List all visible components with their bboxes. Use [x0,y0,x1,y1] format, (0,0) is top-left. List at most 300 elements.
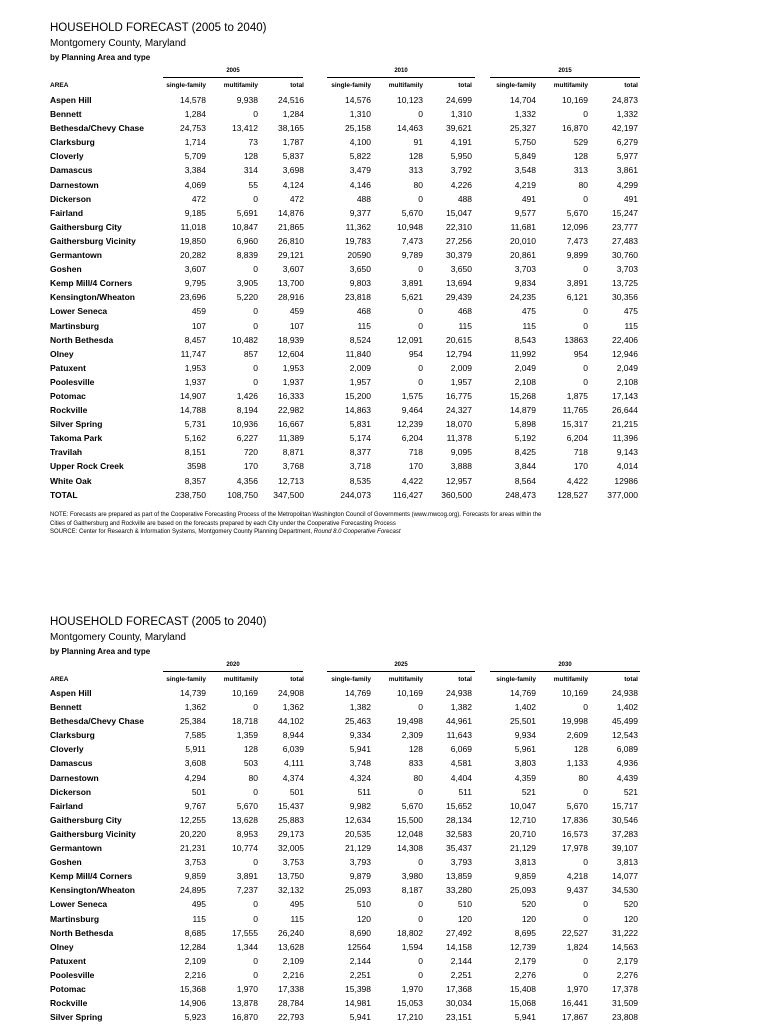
single-family-cell: 3,753 [184,857,206,868]
year-label: 2010 [394,68,408,74]
multifamily-cell: 0 [253,109,258,120]
total-cell: 30,546 [612,814,638,825]
total-cell: 120 [623,913,638,924]
area-name: Lower Seneca [50,306,108,317]
total-cell: 17,338 [278,983,304,994]
table-caption: by Planning Area and type [50,647,151,656]
multifamily-cell: 13,412 [232,123,258,134]
total-cell: 31,509 [612,998,638,1009]
multifamily-cell: 3,891 [566,278,588,289]
single-family-cell: 9,859 [514,871,536,882]
table-row [0,417,768,431]
multifamily-cell: 3,891 [236,871,258,882]
single-family-cell: 2,108 [514,376,536,387]
multifamily-cell: 19,998 [562,716,588,727]
table-row [0,1010,768,1024]
single-family-cell: 8,151 [184,447,206,458]
multifamily-cell: 1,575 [401,390,423,401]
total-cell: 11,396 [612,433,638,444]
total-cell: 14,077 [612,871,638,882]
area-name: Damascus [50,165,93,176]
area-name: Takoma Park [50,433,103,444]
single-family-cell: 9,334 [349,730,371,741]
multifamily-cell: 0 [253,193,258,204]
single-family-cell: 1,957 [349,376,371,387]
total-cell: 6,039 [282,744,304,755]
total-cell: 15,047 [446,207,472,218]
multifamily-cell: 17,867 [562,1012,588,1023]
single-family-cell: 14,788 [180,405,206,416]
area-name: Martinsburg [50,320,100,331]
total-cell: 24,873 [612,95,638,105]
total-cell: 17,368 [446,983,472,994]
total-cell: 521 [623,786,638,797]
table-row [0,714,768,728]
multifamily-cell: 0 [583,376,588,387]
table-row [0,883,768,897]
total-cell: 13,750 [278,871,304,882]
total-cell: 4,191 [450,137,472,148]
total-cell: 15,652 [446,800,472,811]
single-family-cell: 2,251 [349,969,371,980]
single-family-cell: 23,696 [180,292,206,303]
multifamily-cell: 0 [253,376,258,387]
total-cell: 2,251 [450,969,472,980]
single-family-cell: 19,783 [345,235,371,246]
total-cell: 14,563 [612,941,638,952]
total-cell: 21,215 [612,419,638,430]
single-family-cell: 3,607 [184,264,206,275]
table-row [0,799,768,813]
multifamily-cell: 0 [583,955,588,966]
single-family-cell: 5,822 [349,151,371,162]
total-cell: 1,402 [616,702,638,713]
total-cell: 37,283 [612,828,638,839]
area-name: Bethesda/Chevy Chase [50,123,145,134]
multifamily-cell: 313 [573,165,588,176]
multifamily-cell: 0 [418,320,423,331]
total-cell: 32,132 [278,885,304,896]
total-cell: 28,784 [278,998,304,1009]
table-row [0,234,768,248]
total-cell: 30,379 [446,250,472,261]
single-family-cell: 24,235 [510,292,536,303]
single-family-cell: 20,282 [180,250,206,261]
area-name: Rockville [50,405,88,416]
total-cell: 29,439 [446,292,472,303]
single-family-cell: 14,907 [180,390,206,401]
year-rule [327,671,475,672]
single-family-cell: 14,739 [180,688,206,698]
single-family-cell: 495 [191,899,206,910]
area-name: Bethesda/Chevy Chase [50,716,145,727]
multifamily-cell: 7,473 [401,235,423,246]
total-cell: 4,581 [450,758,472,769]
data-table [0,93,768,502]
table-row [0,149,768,163]
multifamily-cell: 80 [413,772,423,783]
multifamily-cell: 170 [408,461,423,472]
multifamily-cell: 13,628 [232,814,258,825]
single-family-cell: 5,941 [349,1012,371,1023]
total-cell: 29,121 [278,250,304,261]
multifamily-cell: 13,878 [232,998,258,1009]
single-family-cell: 9,577 [514,207,536,218]
total-cell: 13,725 [612,278,638,289]
total-cell: 32,005 [278,843,304,854]
multifamily-cell: 0 [418,955,423,966]
single-family-cell: 15,408 [510,983,536,994]
area-name: Poolesville [50,376,95,387]
col-header: multifamily [388,82,423,89]
single-family-cell: 14,769 [345,688,371,698]
total-cell: 2,276 [616,969,638,980]
multifamily-cell: 10,936 [232,419,258,430]
multifamily-cell: 0 [418,969,423,980]
multifamily-cell: 718 [573,447,588,458]
multifamily-cell: 15,053 [397,998,423,1009]
single-family-cell: 25,093 [345,885,371,896]
total-cell: 28,134 [446,814,472,825]
multifamily-cell: 0 [418,702,423,713]
year-rule [490,77,640,78]
total-cell: 468 [457,306,472,317]
multifamily-cell: 0 [418,109,423,120]
total-cell: 24,327 [446,405,472,416]
total-cell: 24,938 [612,688,638,698]
total-cell: 13,694 [446,278,472,289]
single-family-cell: 4,219 [514,179,536,190]
single-family-cell: 3,793 [349,857,371,868]
multifamily-cell: 5,691 [236,207,258,218]
total-cell: 4,374 [282,772,304,783]
area-name: Aspen Hill [50,688,92,698]
single-family-cell: 5,831 [349,419,371,430]
table-row [0,700,768,714]
single-family-cell: 3,844 [514,461,536,472]
year-label: 2030 [558,662,572,668]
multifamily-cell: 12,048 [397,828,423,839]
area-name: Clarksburg [50,730,95,741]
multifamily-cell: 108,750 [227,489,258,500]
table-row [0,319,768,333]
multifamily-cell: 9,464 [401,405,423,416]
area-header: AREA [50,82,69,89]
multifamily-cell: 14,308 [397,843,423,854]
multifamily-cell: 73 [248,137,258,148]
single-family-cell: 12,255 [180,814,206,825]
total-cell: 1,362 [282,702,304,713]
single-family-cell: 9,982 [349,800,371,811]
multifamily-cell: 4,422 [401,475,423,486]
single-family-cell: 115 [192,913,206,924]
multifamily-cell: 0 [418,362,423,373]
single-family-cell: 20590 [347,250,371,261]
single-family-cell: 2,144 [349,955,371,966]
multifamily-cell: 3,980 [401,871,423,882]
multifamily-cell: 8,187 [401,885,423,896]
total-cell: 377,000 [607,489,638,500]
multifamily-cell: 5,670 [401,207,423,218]
single-family-cell: 2,179 [514,955,536,966]
area-name: Cloverly [50,151,84,162]
single-family-cell: 472 [191,193,206,204]
total-cell: 12,957 [446,475,472,486]
total-cell: 2,009 [450,362,472,373]
multifamily-cell: 11,765 [562,405,588,416]
multifamily-cell: 128 [243,744,258,755]
multifamily-cell: 0 [418,786,423,797]
table-row [0,93,768,107]
col-header: multifamily [553,676,588,683]
area-name: North Bethesda [50,927,114,938]
single-family-cell: 14,906 [180,998,206,1009]
single-family-cell: 3,718 [349,461,371,472]
area-name: Poolesville [50,969,95,980]
area-name: Gaithersburg City [50,814,122,825]
multifamily-cell: 18,802 [397,927,423,938]
total-cell: 6,089 [616,744,638,755]
multifamily-cell: 503 [243,758,258,769]
total-cell: 31,222 [612,927,638,938]
total-cell: 29,173 [278,828,304,839]
area-name: Darnestown [50,179,99,190]
table-row [0,389,768,403]
table-row [0,869,768,883]
total-cell: 1,937 [282,376,304,387]
table-row [0,926,768,940]
multifamily-cell: 1,426 [236,390,258,401]
total-cell: 3,888 [450,461,472,472]
area-name: Potomac [50,390,86,401]
single-family-cell: 3,813 [514,857,536,868]
col-header: single-family [331,82,371,89]
single-family-cell: 1,382 [349,702,371,713]
total-cell: 4,439 [616,772,638,783]
multifamily-cell: 1,594 [401,941,423,952]
total-cell: 5,977 [616,151,638,162]
table-row [0,940,768,954]
area-name: Fairland [50,207,84,218]
multifamily-cell: 12,239 [397,419,423,430]
total-cell: 28,916 [278,292,304,303]
total-cell: 511 [458,786,472,797]
total-cell: 16,333 [278,390,304,401]
source-line [50,528,730,537]
total-cell: 35,437 [446,843,472,854]
single-family-cell: 3,650 [349,264,371,275]
single-family-cell: 2,049 [514,362,536,373]
multifamily-cell: 1,970 [236,983,258,994]
single-family-cell: 5,849 [514,151,536,162]
total-cell: 17,378 [612,983,638,994]
single-family-cell: 20,220 [180,828,206,839]
table-row [0,135,768,149]
table-row [0,912,768,926]
table-row [0,445,768,459]
multifamily-cell: 0 [583,306,588,317]
single-family-cell: 11,018 [180,221,206,232]
area-name: Kemp Mill/4 Corners [50,871,133,882]
total-cell: 1,382 [450,702,472,713]
data-table [0,686,768,1024]
total-cell: 12,543 [612,730,638,741]
multifamily-cell: 0 [583,320,588,331]
page-subtitle: Montgomery County, Maryland [50,38,186,49]
multifamily-cell: 0 [583,702,588,713]
multifamily-cell: 10,123 [397,95,423,105]
single-family-cell: 3,803 [514,758,536,769]
total-cell: 1,332 [616,109,638,120]
single-family-cell: 9,795 [184,278,206,289]
single-family-cell: 15,268 [510,390,536,401]
single-family-cell: 15,200 [345,390,371,401]
total-cell: 13,628 [278,941,304,952]
total-cell: 25,883 [278,814,304,825]
area-name: Potomac [50,983,86,994]
multifamily-cell: 8,953 [236,828,258,839]
multifamily-cell: 5,670 [566,800,588,811]
total-cell: 360,500 [441,489,472,500]
total-cell: 3,793 [450,857,472,868]
total-cell: 44,102 [278,716,304,727]
table-row [0,488,768,502]
multifamily-cell: 0 [418,913,423,924]
multifamily-cell: 80 [248,772,258,783]
multifamily-cell: 15,500 [397,814,423,825]
multifamily-cell: 0 [418,899,423,910]
total-cell: 44,961 [446,716,472,727]
year-rule [163,77,303,78]
single-family-cell: 19,850 [180,235,206,246]
area-name: Goshen [50,264,82,275]
table-caption: by Planning Area and type [50,53,151,62]
total-cell: 3,792 [450,165,472,176]
multifamily-cell: 1,824 [566,941,588,952]
single-family-cell: 491 [521,193,536,204]
single-family-cell: 15,368 [180,983,206,994]
single-family-cell: 9,834 [514,278,536,289]
area-name: Aspen Hill [50,95,92,105]
single-family-cell: 9,879 [349,871,371,882]
year-label: 2025 [394,662,408,668]
multifamily-cell: 10,847 [232,221,258,232]
total-cell: 8,944 [282,730,304,741]
single-family-cell: 238,750 [175,489,206,500]
multifamily-cell: 0 [253,955,258,966]
multifamily-cell: 6,227 [236,433,258,444]
total-cell: 26,810 [278,235,304,246]
single-family-cell: 2,009 [349,362,371,373]
multifamily-cell: 0 [418,306,423,317]
single-family-cell: 12,710 [510,814,536,825]
total-cell: 501 [289,786,304,797]
total-cell: 1,957 [450,376,472,387]
single-family-cell: 12564 [347,941,371,952]
total-cell: 3,698 [282,165,304,176]
single-family-cell: 20,710 [510,828,536,839]
area-name: Olney [50,348,74,359]
multifamily-cell: 0 [583,109,588,120]
multifamily-cell: 0 [253,306,258,317]
table-row [0,178,768,192]
multifamily-cell: 6,204 [401,433,423,444]
table-row [0,996,768,1010]
table-row [0,686,768,700]
single-family-cell: 25,327 [510,123,536,134]
single-family-cell: 3,608 [184,758,206,769]
single-family-cell: 20,535 [345,828,371,839]
total-cell: 2,049 [616,362,638,373]
area-name: Germantown [50,250,102,261]
total-cell: 1,953 [282,362,304,373]
total-cell: 22,310 [446,221,472,232]
single-family-cell: 5,941 [514,1012,536,1023]
multifamily-cell: 19,498 [397,716,423,727]
table-row [0,333,768,347]
total-cell: 32,583 [446,828,472,839]
multifamily-cell: 4,422 [566,475,588,486]
total-cell: 30,034 [446,998,472,1009]
multifamily-cell: 2,309 [401,730,423,741]
total-cell: 488 [457,193,472,204]
total-cell: 11,378 [446,433,472,444]
multifamily-cell: 80 [578,179,588,190]
single-family-cell: 8,457 [184,334,206,345]
total-cell: 5,837 [282,151,304,162]
col-header: multifamily [223,82,258,89]
multifamily-cell: 5,621 [401,292,423,303]
multifamily-cell: 10,169 [562,95,588,105]
total-cell: 472 [289,193,304,204]
single-family-cell: 3,479 [349,165,371,176]
multifamily-cell: 0 [418,857,423,868]
single-family-cell: 468 [356,306,371,317]
multifamily-cell: 17,978 [562,843,588,854]
year-rule [327,77,475,78]
table-row [0,262,768,276]
single-family-cell: 8,690 [349,927,371,938]
col-header: single-family [166,676,206,683]
total-cell: 30,356 [612,292,638,303]
total-cell: 24,516 [278,95,304,105]
total-cell: 3,861 [616,165,638,176]
multifamily-cell: 12,091 [397,334,423,345]
area-name: North Bethesda [50,334,114,345]
multifamily-cell: 128 [408,744,423,755]
total-cell: 4,111 [283,758,304,769]
single-family-cell: 248,473 [505,489,536,500]
page-title: HOUSEHOLD FORECAST (2005 to 2040) [50,616,267,628]
total-cell: 495 [289,899,304,910]
single-family-cell: 1,937 [184,376,206,387]
table-row [0,771,768,785]
multifamily-cell: 128,527 [557,489,588,500]
total-cell: 23,808 [612,1012,638,1023]
area-name: White Oak [50,475,92,486]
total-cell: 24,908 [278,688,304,698]
single-family-cell: 3,548 [514,165,536,176]
single-family-cell: 5,898 [514,419,536,430]
total-cell: 16,775 [446,390,472,401]
single-family-cell: 21,129 [510,843,536,854]
total-cell: 115 [458,320,472,331]
multifamily-cell: 9,789 [401,250,423,261]
table-row [0,304,768,318]
single-family-cell: 25,463 [345,716,371,727]
single-family-cell: 2,276 [514,969,536,980]
area-name: Olney [50,941,74,952]
